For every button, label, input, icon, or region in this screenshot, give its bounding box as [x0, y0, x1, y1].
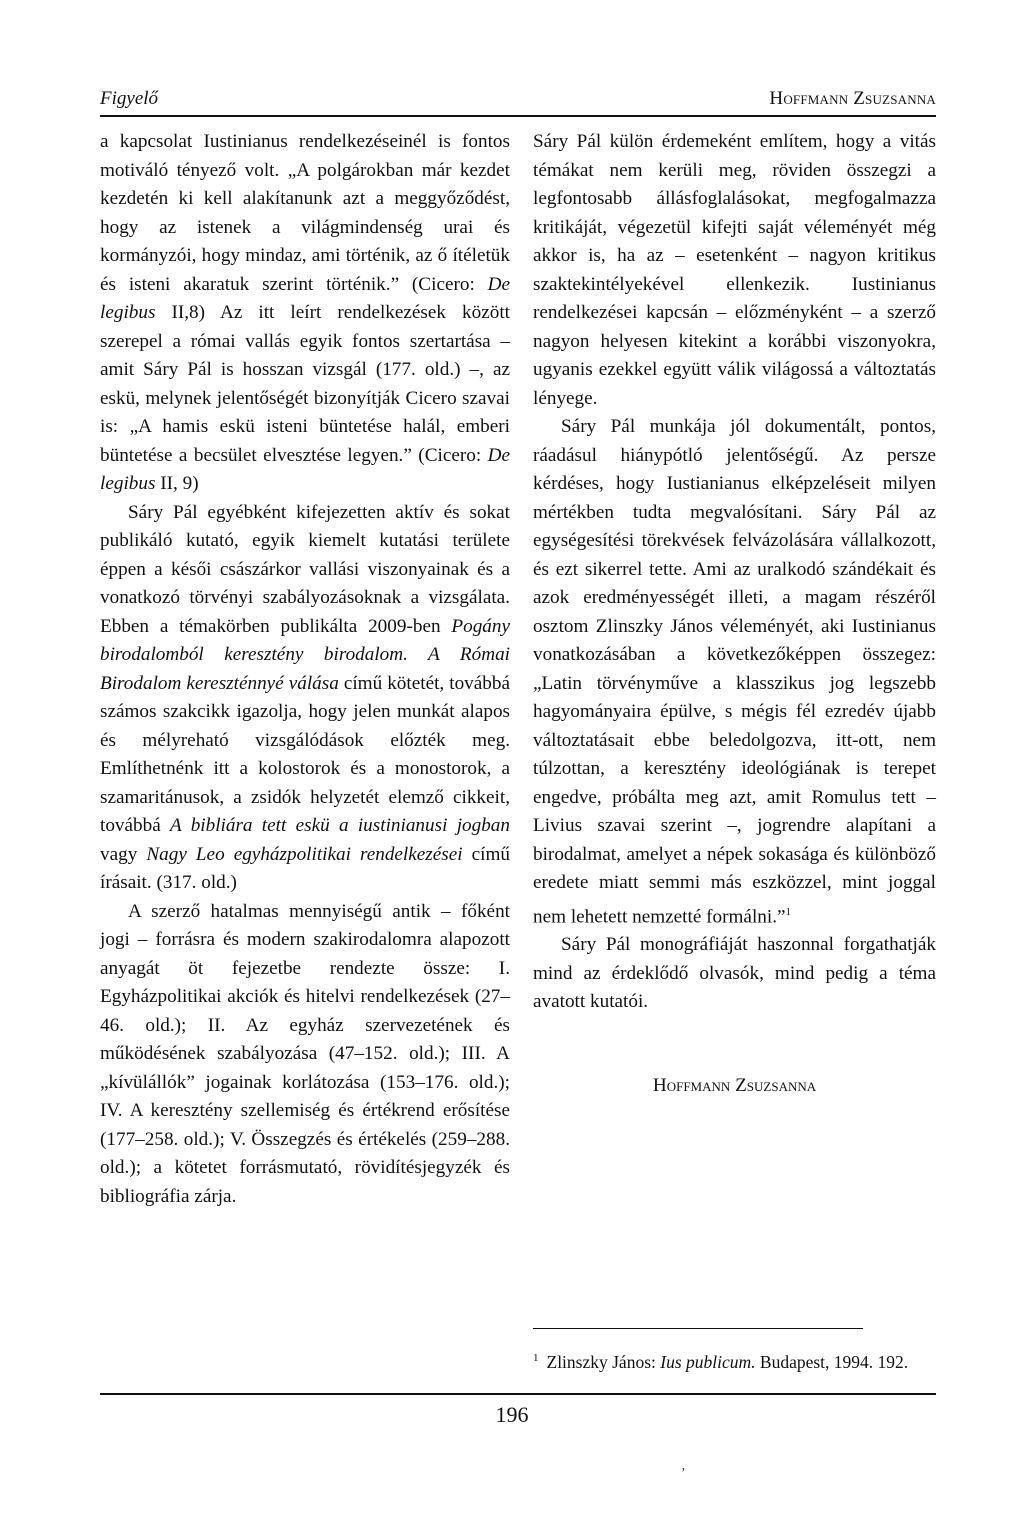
footnote-text — [547, 1352, 909, 1372]
text-run: Sáry Pál monográfiáját haszonnal forgathatják mind az érdeklődő olvasók, mind pedig a téma avatott kutatói. — [533, 934, 936, 1013]
italic-text: De legibus — [100, 444, 510, 494]
italic-text: De legibus — [100, 273, 510, 323]
left-paragraph-3 — [100, 898, 510, 1212]
text-run: A szerző hatalmas mennyiségű antik – főként jogi – forrásra és modern szakirodalomra alapozott anyagát öt fejezetbe rendezte össze: I. Egyházpolitikai akciók és hitelvi rendelkezések (27–46. old.); II. Az egyház szervezetének és működésének szabályozása (47–152. old.); III. A „kívülállók” jogainak korlátozása (153–176. old.); IV. A keresztény szellemiség és értékrend erősítése (177–258. old.); V. Összegzés és értékelés (259–288. old.); a kötetet forrásmutató, rövidítésjegyzék és bibliográfia zárja. — [100, 900, 510, 1207]
text-run: Sáry Pál munkája jól dokumentált, pontos, ráadásul hiánypótló jelentőségű. Az persze kérdéses, hogy Iustianianus elképzeléseit milyen mértékben tudta megvalósítani. Sáry Pál az egységesítési törekvések felvázolására vállalkozott, és ezt sikerrel tette. Ami az uralkodó szándékait és azok eredményességét illeti, a magam részéről osztom Zlinszky János véleményét, aki Iustinianus vonatkozásában a következőképpen összegez: „Latin törvényműve a klasszikus jog legszebb hagyományaira épülve, s mégis fél ezredév újabb változtatásait ebbe beledolgozva, itt-ott, nem túlzottan, a keresztény ideológiának is terepet engedve, próbálta meg azt, amit Romulus tett – Livius szavai szerint –, jogrendre alapítani a birodalmat, amelyet a népek sokasága és különböző eredete miatt semmi más eszközzel, mint joggal nem lehetett nemzetté formálni.” — [533, 416, 936, 927]
right-column — [533, 128, 936, 1017]
footnote-divider — [533, 1328, 863, 1329]
text-run: vagy — [100, 843, 147, 865]
author-signature: Hoffmann Zsuzsanna — [652, 1075, 817, 1096]
page-bottom-rule — [100, 1393, 936, 1395]
footnote — [533, 1346, 936, 1375]
right-paragraph-3 — [533, 931, 936, 1017]
italic-text: Ius publicum. — [660, 1351, 756, 1372]
left-column — [100, 128, 510, 1211]
header-author: Hoffmann Zsuzsanna — [769, 88, 936, 109]
italic-text: A bibliára tett eskü a iustinianusi jogban — [170, 815, 510, 836]
text-run: Sáry Pál külön érdemeként említem, hogy a vitás témákat nem kerüli meg, röviden összegzi a legfontosabb állásfoglalásokat, megfogalmazza kritikáját, végezetül kifejti saját véleményét még akkor is, ha az – esetenként – nagyon kritikus szaktekintélyekével ellenkezik. Iustinianus rendelkezései kapcsán – előzményként – a szerző nagyon helyesen kitekint a korábbi viszonyokra, ugyanis ezekkel együtt válik világossá a változtatás lényege. — [533, 131, 936, 409]
text-run: II, 9) — [155, 473, 199, 494]
text-run: a kapcsolat Iustinianus rendelkezéseinél is fontos motiváló tényező volt. „A polgárokban már kezdet kezdetén ki kell alakítanunk azt a meggyőződést, hogy az istenek a világmindenség urai és kormányzói, hogy mindaz, ami történik, az ő ítéletük és isteni akaratuk szerint történik.” (Cicero: — [100, 131, 510, 295]
left-paragraph-2 — [100, 499, 510, 898]
section-name: Figyelő — [100, 88, 159, 109]
italic-text: Pogány birodalomból keresztény birodalom. A Római Birodalom kereszténnyé válása — [100, 615, 510, 694]
text-run: Budapest, 1994. 192. — [755, 1351, 909, 1372]
page-number: 196 — [495, 1402, 529, 1427]
text-run: című írásait. (317. old.) — [100, 843, 510, 893]
running-header — [100, 88, 936, 117]
text-run: című kötetét, továbbá számos szakcikk igazolja, hogy jelen munkát alapos és mélyreható vizsgálódások előzték meg. Említhetnénk itt a kolostorok és a monostorok, a szamaritánusok, a zsidók helyzetét elemző cikkeit, továbbá — [100, 672, 510, 836]
left-paragraph-1 — [100, 128, 510, 499]
right-paragraph-1 — [533, 128, 936, 413]
text-run: II,8) Az itt leírt rendelkezések között szerepel a római vallás egyik fontos szertartása – amit Sáry Pál is hosszan vizsgál (177. old.) –, az eskü, melynek jelentőségét bizonyítják Cicero szavai is: „A hamis eskü isteni büntetése halál, emberi büntetése a becsület elvesztése legyen.” (Cicero: — [100, 302, 510, 466]
text-run: Zlinszky János: — [546, 1351, 661, 1372]
text-run: Sáry Pál egyébként kifejezetten aktív és sokat publikáló kutató, egyik kiemelt kutatási területe éppen a késői császárkor vallási viszonyainak és a vonatkozó törvényi szabályozásoknak a vizsgálata. Ebben a témakörben publikálta 2009-ben — [100, 501, 510, 637]
stray-mark: ʼ — [681, 1466, 686, 1481]
right-paragraph-2 — [533, 413, 936, 931]
footnote-reference: 1 — [785, 905, 792, 918]
italic-text: Nagy Leo egyházpolitikai rendelkezései — [146, 843, 463, 865]
footnote-marker: 1 — [533, 1352, 539, 1364]
